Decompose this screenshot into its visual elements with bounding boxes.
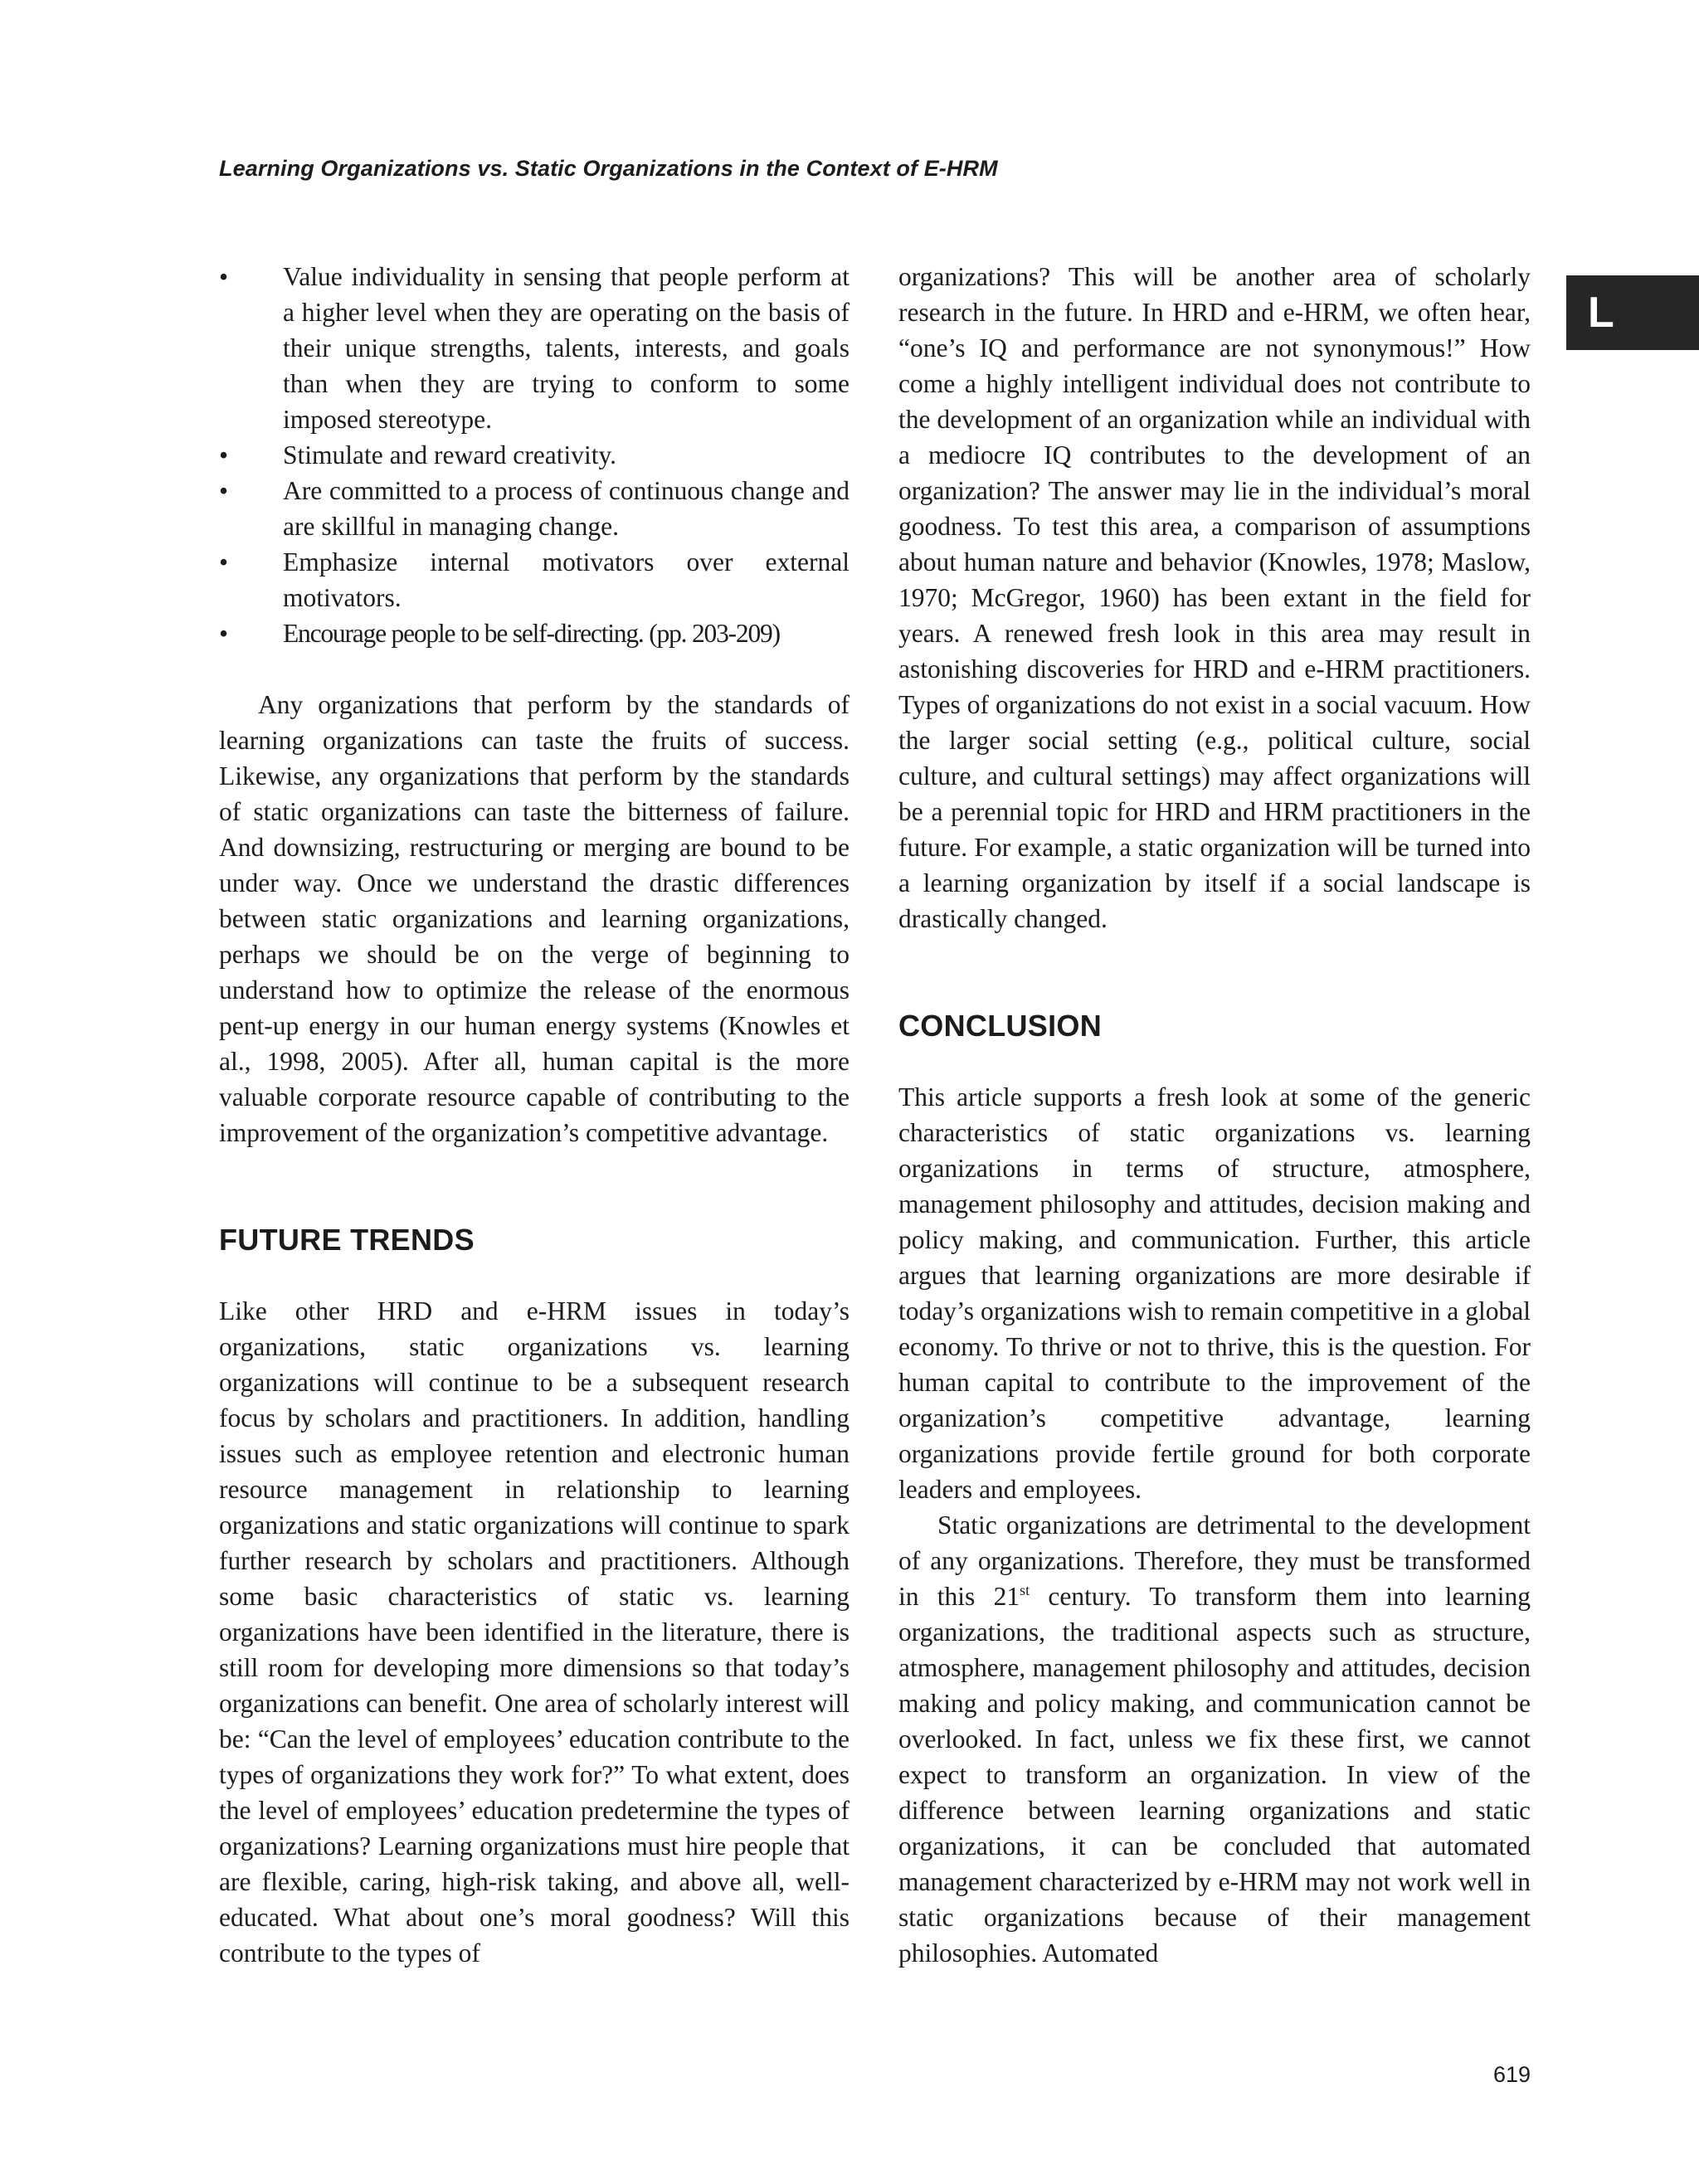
spacer <box>219 1257 850 1293</box>
left-column <box>219 259 850 1971</box>
text-run: century. To transform them into learning organizations, the traditional aspects such as structure, atmosphere, management philosophy and attitudes, decision making and policy making, and communication cannot be overlooked. In fact, unless we fix these first, we cannot expect to transform an organization. In view of the difference between learning organizations and static organizations, it can be concluded that automated management characterized by e-HRM may not work well in static organizations because of their management philosophies. Automated <box>898 1582 1531 1968</box>
spacer <box>219 651 850 687</box>
page-number: 619 <box>1492 2062 1531 2087</box>
text-run: Static organizations are detrimental to the development of any organizations. Therefore, they must be transformed in this 21 <box>898 1510 1531 1611</box>
section-heading-future-trends: FUTURE TRENDS <box>219 1223 475 1257</box>
characteristics-bullet-list <box>219 259 850 651</box>
bullet-item <box>219 437 850 473</box>
running-header-title: Learning Organizations vs. Static Organizations in the Context of E-HRM <box>219 156 998 181</box>
bullet-text: Are committed to a process of continuous change and are skillful in managing change. <box>283 476 850 541</box>
spacer <box>898 1043 1531 1079</box>
bullet-symbol: • <box>219 262 229 291</box>
section-heading-conclusion: CONCLUSION <box>898 1009 1102 1043</box>
bullet-symbol: • <box>219 440 229 469</box>
body-paragraph: Any organizations that perform by the standards of learning organizations can taste the fruits of success. Likewise, any organizations that perform by the standards of static organizations can taste the bitterness of failure. And downsizing, restructuring or merging are bound to be under way. Once we understand the drastic differences between static organizations and learning organizations, perhaps we should be on the verge of beginning to understand how to optimize the release of the enormous pent-up energy in our human energy systems (Knowles et al., 1998, 2005). After all, human capital is the more valuable corporate resource capable of contributing to the improvement of the organization’s competitive advantage. <box>219 690 850 1147</box>
body-paragraph: organizations? This will be another area of scholarly research in the future. In HRD and e-HRM, we often hear, “one’s IQ and performance are not synonymous!” How come a highly intelligent individual does not contribute to the development of an organization while an individual with a mediocre IQ contributes to the development of an organization? The answer may lie in the individual’s moral goodness. To test this area, a comparison of assumptions about human nature and behavior (Knowles, 1978; Maslow, 1970; McGregor, 1960) has been extant in the field for years. A renewed fresh look in this area may result in astonishing discoveries for HRD and e-HRM practitioners. Types of organizations do not exist in a social vacuum. How the larger social setting (e.g., political culture, social culture, and cultural settings) may affect organizations will be a perennial topic for HRD and HRM practitioners in the future. For example, a static organization will be turned into a learning organization by itself if a social landscape is drastically changed. <box>898 262 1531 933</box>
body-paragraph: Like other HRD and e-HRM issues in today’s organizations, static organizations vs. learning organizations will continue to be a subsequent research focus by scholars and practitioners. In addition, handling issues such as employee retention and electronic human resource management in relationship to learning organizations and static organizations will continue to spark further research by scholars and practitioners. Although some basic characteristics of static vs. learning organizations have been identified in the literature, there is still room for developing more dimensions so that today’s organizations can benefit. One area of scholarly interest will be: “Can the level of employees’ education contribute to the types of organizations they work for?” To what extent, does the level of employees’ education predetermine the types of organizations? Learning organizations must hire people that are flexible, caring, high-risk taking, and above all, well-educated. What about one’s moral goodness? Will this contribute to the types of <box>219 1296 850 1968</box>
bullet-item <box>219 473 850 544</box>
superscript-ordinal: st <box>1020 1582 1030 1598</box>
bullet-text: Encourage people to be self-directing. (pp. 203-209) <box>283 619 780 648</box>
bullet-symbol: • <box>219 476 229 505</box>
bullet-item <box>219 615 850 651</box>
bullet-text: Emphasize internal motivators over external motivators. <box>283 547 850 612</box>
bullet-text: Stimulate and reward creativity. <box>283 440 617 469</box>
bullet-item <box>219 544 850 615</box>
right-column <box>898 259 1531 1971</box>
spacer <box>898 936 1531 1008</box>
bullet-item <box>219 259 850 437</box>
spacer <box>219 1150 850 1222</box>
body-paragraph: This article supports a fresh look at some of the generic characteristics of static organizations vs. learning organizations in terms of structure, atmosphere, management philosophy and attitudes, decision making and policy making, and communication. Further, this article argues that learning organizations are more desirable if today’s organizations wish to remain competitive in a global economy. To thrive or not to thrive, this is the question. For human capital to contribute to the improvement of the organization’s competitive advantage, learning organizations provide fertile ground for both corporate leaders and employees. <box>898 1082 1531 1504</box>
bullet-symbol: • <box>219 619 227 648</box>
section-index-tab: L <box>1566 275 1699 350</box>
body-paragraph <box>898 1507 1531 1971</box>
bullet-symbol: • <box>219 547 229 576</box>
bullet-text: Value individuality in sensing that people perform at a higher level when they are operating on the basis of their unique strengths, talents, interests, and goals than when they are trying to conform to some imposed stereotype. <box>283 262 850 434</box>
